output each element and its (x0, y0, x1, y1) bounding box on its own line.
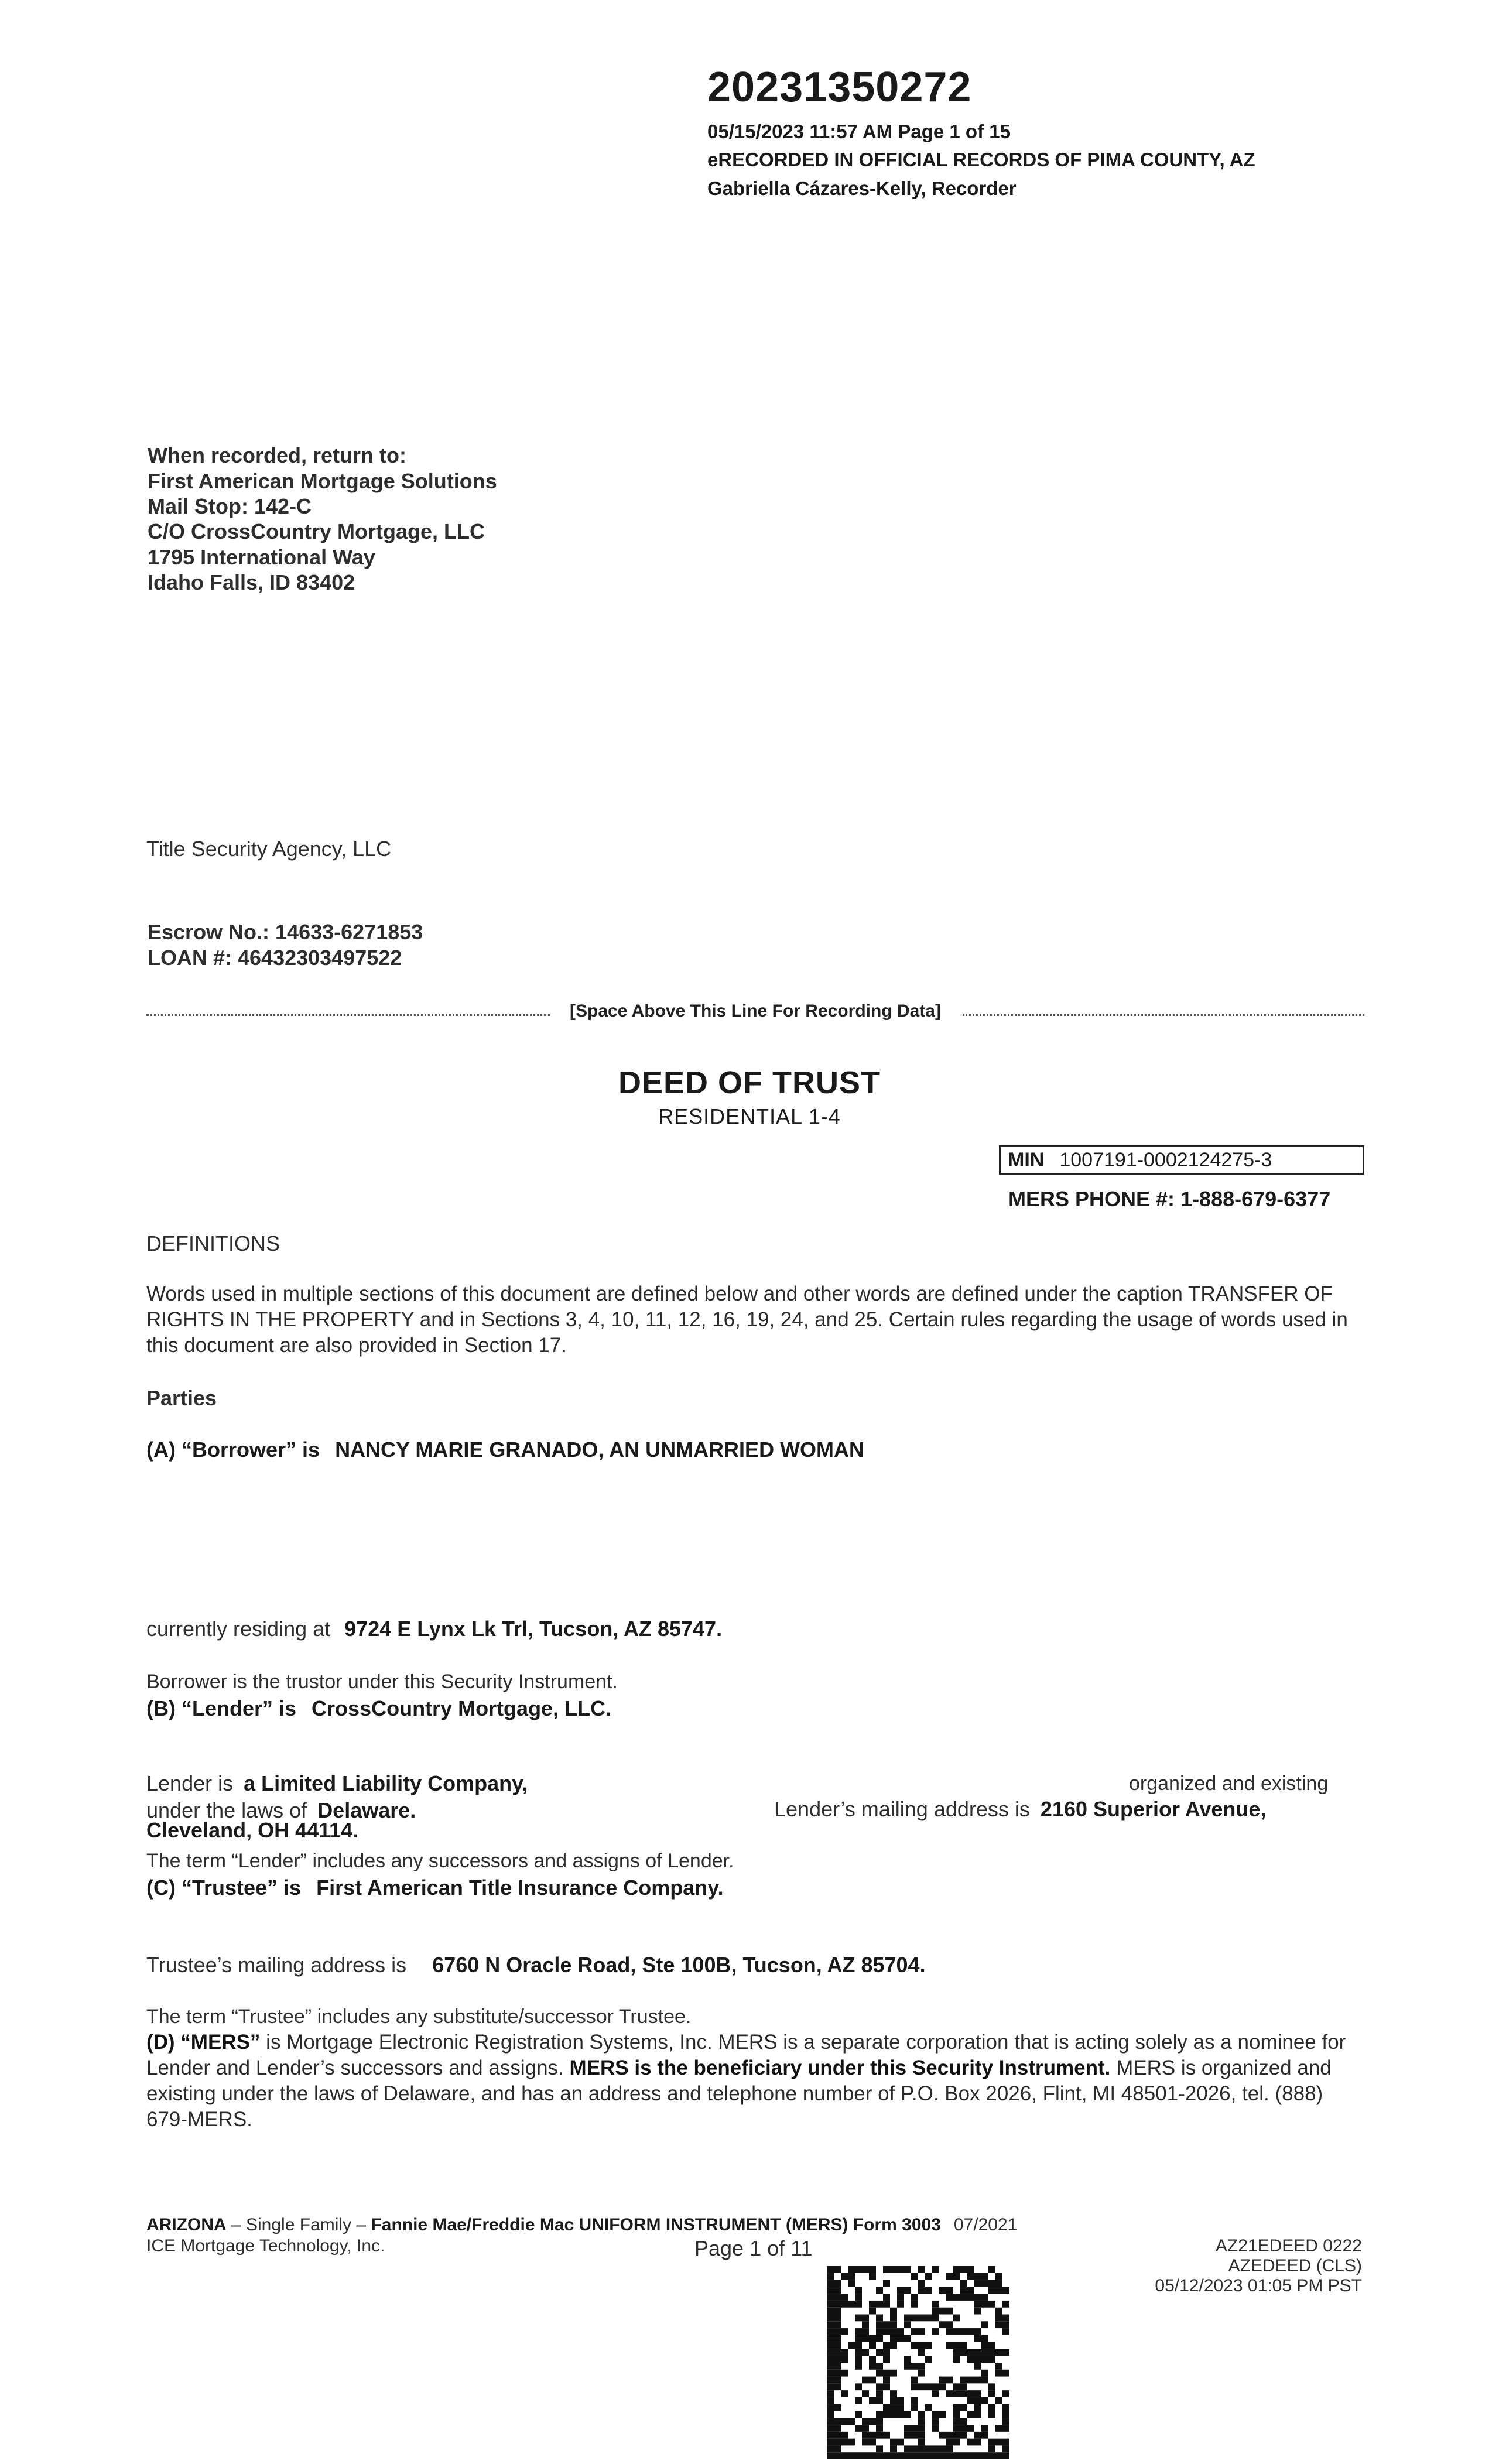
loan-number: LOAN #: 46432303497522 (148, 946, 402, 970)
borrower-address: 9724 E Lynx Lk Trl, Tucson, AZ 85747. (344, 1617, 723, 1641)
barcode-image (827, 2266, 1009, 2459)
mers-text-2: MERS is organized and existing under the laws of Delaware, and has an address and telephone number of P.O. Box 2026, Flint, MI 48501-2026, tel. (888) 679-MERS. (146, 2056, 1332, 2131)
title-company: Title Security Agency, LLC (146, 837, 392, 861)
mers-beneficiary: MERS is the beneficiary under this Security Instrument. (569, 2056, 1111, 2079)
lender-state: Delaware. (317, 1798, 416, 1822)
lender-address-2: Cleveland, OH 44114. (146, 1818, 359, 1842)
borrower-residence (146, 1616, 722, 1641)
borrower-name: NANCY MARIE GRANADO, AN UNMARRIED WOMAN (335, 1438, 865, 1462)
document-subtitle: RESIDENTIAL 1-4 (658, 1104, 841, 1128)
mers-label: (D) “MERS” (146, 2031, 261, 2054)
recorder-name: Gabriella Cázares-Kelly, Recorder (707, 177, 1017, 199)
min-box (999, 1145, 1364, 1175)
lender-name: CrossCountry Mortgage, LLC. (312, 1696, 612, 1720)
escrow-number: Escrow No.: 14633-6271853 (148, 920, 423, 944)
trustee-label: (C) “Trustee” is (146, 1876, 302, 1900)
lender-organized: organized and existing (1129, 1772, 1329, 1795)
definitions-heading: DEFINITIONS (146, 1231, 280, 1255)
trustee-successors: The term “Trustee” includes any substitute/successor Trustee. (146, 2006, 692, 2028)
footer-code-2: AZEDEED (CLS) (1228, 2256, 1362, 2275)
footer-page: Page 1 of 11 (694, 2236, 813, 2260)
return-to-line: First American Mortgage Solutions (148, 469, 497, 493)
recording-office: eRECORDED IN OFFICIAL RECORDS OF PIMA COUNTY, AZ (707, 149, 1255, 170)
min-number: 1007191-0002124275-3 (1059, 1149, 1272, 1171)
borrower-label: (A) “Borrower” is (146, 1438, 320, 1462)
document-title: DEED OF TRUST (618, 1065, 881, 1100)
footer-code-1: AZ21EDEED 0222 (1215, 2236, 1362, 2256)
trustee-mailing-line (146, 1952, 926, 1977)
footer-form-bold: Fannie Mae/Freddie Mac UNIFORM INSTRUMENT (MERS) Form 3003 (371, 2215, 941, 2234)
trustee-address: 6760 N Oracle Road, Ste 100B, Tucson, AZ 85704. (432, 1953, 926, 1977)
return-to-line: C/O CrossCountry Mortgage, LLC (148, 519, 485, 543)
trustee-name: First American Title Insurance Company. (316, 1876, 724, 1900)
parties-heading: Parties (146, 1386, 217, 1410)
footer-code-3: 05/12/2023 01:05 PM PST (1155, 2276, 1362, 2295)
lender-is-prefix: Lender is (146, 1771, 234, 1795)
separator-label: [Space Above This Line For Recording Data] (570, 1001, 941, 1021)
return-to-line: Idaho Falls, ID 83402 (148, 570, 355, 594)
recording-datetime: 05/15/2023 11:57 AM Page 1 of 15 (707, 121, 1011, 142)
lender-address-1: 2160 Superior Avenue, (1040, 1797, 1267, 1821)
footer-form-mid: – Single Family – (226, 2215, 371, 2234)
lender-entity: a Limited Liability Company, (244, 1771, 528, 1795)
lender-label: (B) “Lender” is (146, 1696, 297, 1720)
footer-form-line (146, 2215, 1017, 2236)
definitions-paragraph: Words used in multiple sections of this document are defined below and other words are defined under the caption TRANSFER OF RIGHTS IN THE PROPERTY and in Sections 3, 4, 10, 11, 12, 16, 19, 24, and 25. Certain rules regarding the usage of words used in this document are also provided in Section 17. (146, 1282, 1348, 1357)
return-to-line: 1795 International Way (148, 545, 375, 569)
return-to-line: Mail Stop: 142-C (148, 494, 312, 518)
lender-definition (146, 1696, 611, 1721)
footer-form-date: 07/2021 (953, 2215, 1018, 2234)
borrower-definition (146, 1437, 864, 1462)
min-prefix: MIN (1008, 1149, 1045, 1171)
lender-successors: The term “Lender” includes any successors and assigns of Lender. (146, 1850, 734, 1872)
lender-entity-line (146, 1771, 528, 1796)
recording-data-separator (146, 1001, 1364, 1025)
laws-prefix: under the laws of (146, 1798, 307, 1822)
mers-text-1: is Mortgage Electronic Registration Systems, Inc. MERS is a separate corporation that is acting solely as a nominee for Lender and Lender’s successors and assigns. (146, 2031, 1346, 2079)
borrower-trustor-line: Borrower is the trustor under this Security Instrument. (146, 1671, 618, 1693)
mers-phone: MERS PHONE #: 1-888-679-6377 (1008, 1187, 1331, 1211)
lender-mailing-line (774, 1796, 1266, 1822)
trustee-definition (146, 1875, 724, 1900)
recording-number: 20231350272 (707, 64, 972, 111)
footer-state: ARIZONA (146, 2215, 227, 2234)
lender-mailing-prefix: Lender’s mailing address is (774, 1797, 1030, 1821)
return-to-line: When recorded, return to: (148, 443, 407, 467)
footer-vendor: ICE Mortgage Technology, Inc. (146, 2236, 385, 2256)
residing-prefix: currently residing at (146, 1617, 331, 1641)
mers-definition (146, 2030, 1364, 2133)
trustee-mailing-prefix: Trustee’s mailing address is (146, 1953, 407, 1977)
